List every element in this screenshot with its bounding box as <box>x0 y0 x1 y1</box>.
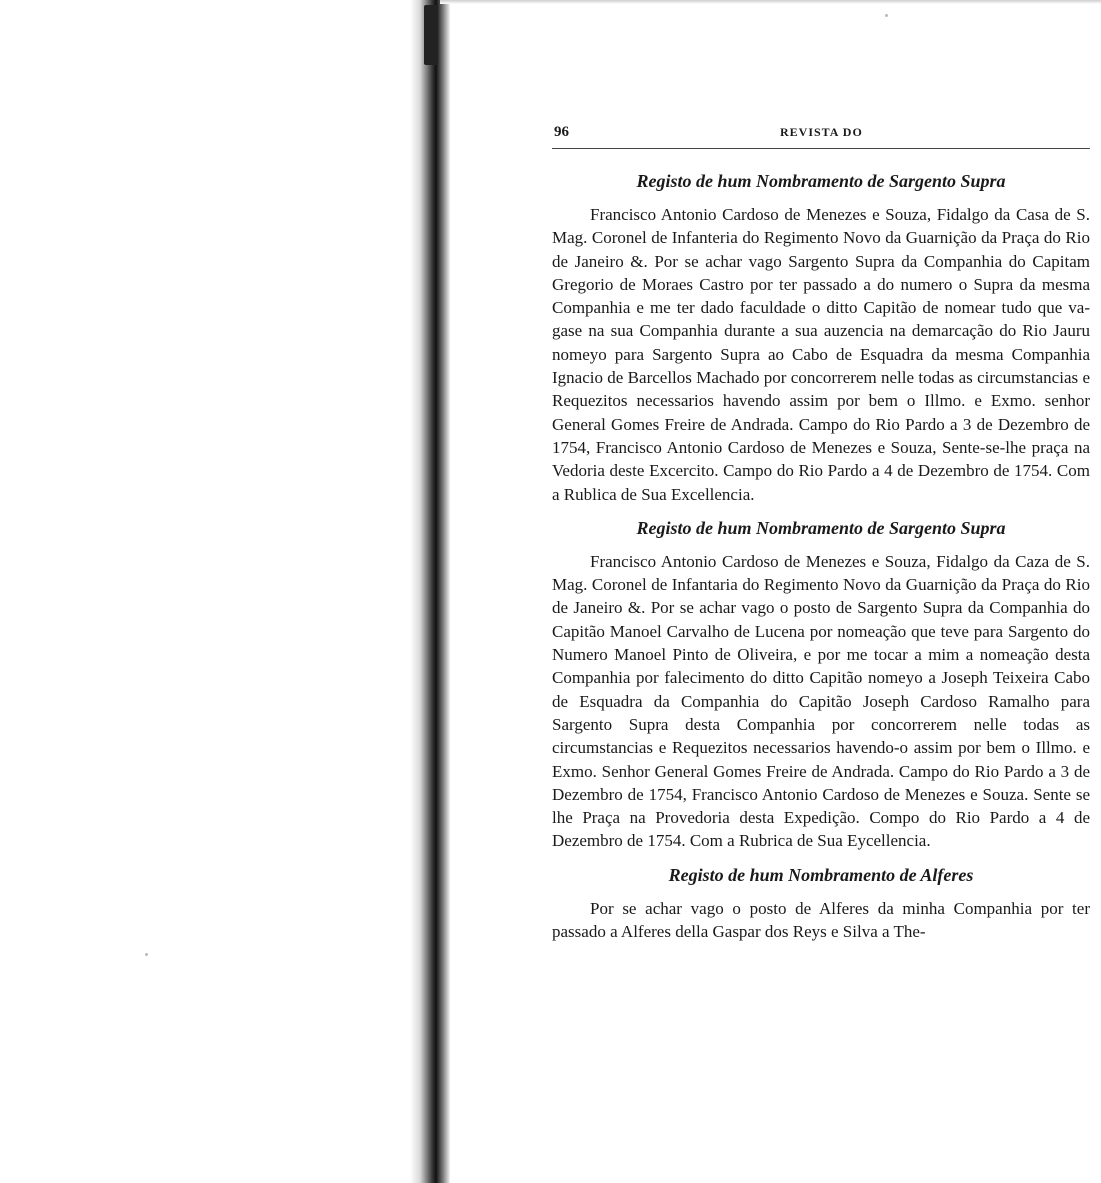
section-body: Por se achar vago o posto de Alferes da minha Companhia por ter passado a Alferes della Gaspar dos Reys e Silva a The- <box>552 898 1090 942</box>
paper-speck <box>885 14 888 17</box>
paper-speck <box>145 953 148 956</box>
section-title: Registo de hum Nombramento de Sargento Supra <box>636 171 1006 191</box>
book-gutter-shadow <box>410 0 450 1183</box>
running-head <box>552 120 1090 146</box>
book-page <box>552 120 1090 953</box>
section-body: Francisco Antonio Cardoso de Menezes e Souza, Fidalgo da Caza de S. Mag. Coronel de Infantaria do Regimento Novo da Guarnição da Praça do Rio de Janeiro &. Por se achar vago o posto de Sargento Supra da Companhia do Capitão Manoel Carvalho de Lucena por nomeação que teve para Sargento do Numero Manoel Pinto de Oliveira, e por me tocar a mim a nomeação desta Companhia por falecimento do ditto Capitão nomeyo a Joseph Teixeira Cabo de Esquadra da Companhia do Capitão Joseph Cardoso Ramalho para Sargento Supra desta Companhia por concorrerem nelle todas as circumstancias e Requezitos necessarios havendo-o assim por bem o Illmo. e Exmo. Senhor General Gomes Freire de Andrada. Campo do Rio Pardo a 3 de Dezembro de 1754, Francisco Antonio Cardoso de Menezes e Souza. Sente se lhe Praça na Provedoria desta Expedição. Compo do Rio Pardo a 4 de Dezembro de 1754. Com a Rubrica de Sua Eycellencia. <box>552 551 1090 851</box>
binding-edge <box>424 5 438 65</box>
section-title: Registo de hum Nombramento de Sargento Supra <box>636 517 1006 538</box>
section-body: Francisco Antonio Cardoso de Menezes e Souza, Fidalgo da Casa de S. Mag. Coronel de Infanteria do Regimento Novo da Guarnição da Praça do Rio de Janeiro &. Por se achar vago Sargento Supra da Companhia do Capitam Gregorio de Moraes Castro por ter passado a do numero o Supra da mesma Companhia e me ter dado faculdade o ditto Capitão de nomear tudo que vagase na sua Companhia durante a sua auzencia na demarcação do Rio Jauru nomeyo para Sargento Supra ao Cabo de Esquadra da mesma Companhia Ignacio de Barcellos Machado por concorrerem nelle todas as circumstancias e Requezitos necessarios havendo assim por bem o Illmo. e Exmo. senhor General Gomes Freire de Andrada. Campo do Rio Pardo a 3 de Dezembro de 1754, Francisco Antonio Cardoso de Menezes e Souza, Sente-se-lhe praça na Vedoria deste Excercito. Campo do Rio Pardo a 4 de Dezembro de 1754. Com a Rublica de Sua Excellencia. <box>552 205 1090 504</box>
running-title: REVISTA DO <box>780 125 863 139</box>
section-title: Registo de hum Nombramento de Alferes <box>668 864 974 885</box>
page-number: 96 <box>554 124 569 140</box>
header-rule <box>552 148 1090 149</box>
page-top-edge <box>440 0 1101 4</box>
